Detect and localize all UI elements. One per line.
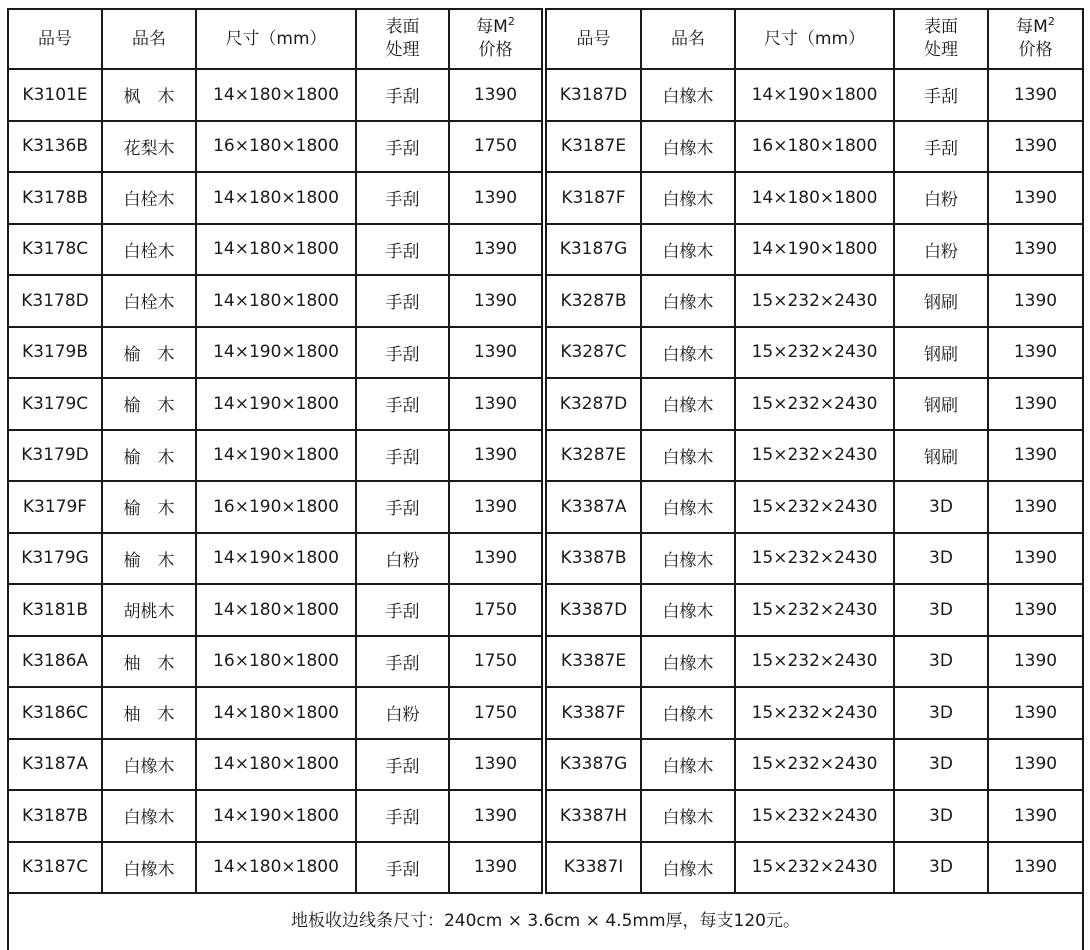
cell-size: 14×180×1800 [196,842,356,894]
cell-code: K3187F [544,172,641,224]
cell-code: K3287E [544,430,641,482]
cell-price: 1390 [449,739,544,791]
table-row [8,533,1083,585]
cell-price: 1390 [449,69,544,121]
cell-name: 白橡木 [641,224,735,276]
cell-price: 1390 [988,739,1083,791]
cell-code: K3187D [544,69,641,121]
header-finish-line2: 处理 [385,40,420,60]
cell-finish: 手刮 [894,121,988,173]
cell-finish: 手刮 [356,275,449,327]
cell-code: K3387A [544,481,641,533]
cell-name: 柚 木 [102,687,196,739]
cell-name: 白橡木 [641,533,735,585]
cell-price: 1390 [449,533,544,585]
cell-finish: 手刮 [356,121,449,173]
cell-finish: 手刮 [356,327,449,379]
cell-size: 14×180×1800 [196,69,356,121]
cell-size: 15×232×2430 [735,584,894,636]
cell-size: 14×180×1800 [196,275,356,327]
cell-size: 15×232×2430 [735,842,894,894]
cell-finish: 手刮 [356,172,449,224]
table-row [8,430,1083,482]
table-row [8,275,1083,327]
cell-code: K3387H [544,790,641,842]
cell-finish: 手刮 [356,69,449,121]
cell-price: 1390 [449,224,544,276]
cell-name: 白橡木 [102,842,196,894]
cell-code: K3101E [8,69,102,121]
header-price-line1: 每M [476,17,508,37]
cell-size: 14×190×1800 [196,327,356,379]
cell-finish: 3D [894,790,988,842]
header-size-right: 尺寸（mm） [735,9,894,69]
cell-name: 白橡木 [102,739,196,791]
cell-finish: 白粉 [894,224,988,276]
cell-size: 16×190×1800 [196,481,356,533]
cell-name: 白橡木 [641,69,735,121]
cell-size: 14×180×1800 [735,172,894,224]
cell-size: 16×180×1800 [196,636,356,688]
table-row [8,790,1083,842]
cell-price: 1390 [988,481,1083,533]
cell-finish: 钢刷 [894,430,988,482]
cell-price: 1390 [988,790,1083,842]
cell-code: K3179G [8,533,102,585]
cell-size: 15×232×2430 [735,327,894,379]
cell-code: K3186A [8,636,102,688]
header-size-left: 尺寸（mm） [196,9,356,69]
cell-finish: 手刮 [356,224,449,276]
cell-finish: 3D [894,481,988,533]
cell-code: K3179F [8,481,102,533]
header-name-left: 品名 [102,9,196,69]
table-row [8,172,1083,224]
cell-size: 14×190×1800 [735,224,894,276]
cell-price: 1750 [449,121,544,173]
cell-name: 白栓木 [102,275,196,327]
cell-price: 1390 [449,430,544,482]
header-price-sup: 2 [507,15,515,28]
cell-price: 1390 [988,430,1083,482]
cell-price: 1390 [988,172,1083,224]
cell-price: 1390 [449,378,544,430]
cell-finish: 手刮 [894,69,988,121]
cell-code: K3187G [544,224,641,276]
header-price-line1: 每M [1016,17,1048,37]
header-price-left [449,9,544,69]
table-body [8,69,1083,893]
cell-name: 榆 木 [102,481,196,533]
cell-finish: 手刮 [356,430,449,482]
cell-price: 1390 [449,172,544,224]
cell-size: 15×232×2430 [735,790,894,842]
cell-price: 1390 [988,121,1083,173]
cell-name: 白橡木 [641,430,735,482]
cell-code: K3187A [8,739,102,791]
cell-name: 柚 木 [102,636,196,688]
cell-code: K3387B [544,533,641,585]
cell-price: 1390 [988,378,1083,430]
cell-finish: 手刮 [356,584,449,636]
cell-name: 白橡木 [641,275,735,327]
cell-size: 14×180×1800 [196,584,356,636]
cell-name: 白栓木 [102,224,196,276]
cell-size: 14×190×1800 [735,69,894,121]
cell-name: 花梨木 [102,121,196,173]
cell-price: 1390 [449,327,544,379]
cell-name: 白橡木 [641,584,735,636]
cell-price: 1750 [449,687,544,739]
cell-finish: 手刮 [356,790,449,842]
cell-code: K3387E [544,636,641,688]
cell-size: 14×180×1800 [196,687,356,739]
cell-name: 白橡木 [641,121,735,173]
table-row [8,842,1083,894]
header-finish-left [356,9,449,69]
table-row [8,481,1083,533]
cell-finish: 3D [894,687,988,739]
cell-code: K3187B [8,790,102,842]
cell-size: 14×180×1800 [196,172,356,224]
table-row [8,687,1083,739]
cell-finish: 钢刷 [894,275,988,327]
cell-code: K3387I [544,842,641,894]
cell-finish: 3D [894,636,988,688]
cell-code: K3181B [8,584,102,636]
cell-code: K3287B [544,275,641,327]
cell-price: 1390 [449,481,544,533]
price-table [7,8,1084,950]
cell-code: K3178B [8,172,102,224]
table-row [8,327,1083,379]
table-row [8,636,1083,688]
cell-name: 榆 木 [102,327,196,379]
cell-size: 14×190×1800 [196,790,356,842]
cell-finish: 手刮 [356,378,449,430]
cell-price: 1390 [988,275,1083,327]
cell-name: 白橡木 [641,687,735,739]
cell-finish: 3D [894,842,988,894]
cell-size: 14×190×1800 [196,378,356,430]
cell-finish: 白粉 [356,687,449,739]
cell-finish: 手刮 [356,739,449,791]
header-price-line2: 价格 [478,40,513,60]
cell-name: 白橡木 [641,790,735,842]
cell-finish: 钢刷 [894,378,988,430]
header-code-right: 品号 [544,9,641,69]
footer-row [8,893,1083,950]
cell-code: K3187E [544,121,641,173]
cell-code: K3179D [8,430,102,482]
header-finish-line1: 表面 [385,17,420,37]
cell-size: 15×232×2430 [735,687,894,739]
header-finish-line2: 处理 [924,40,958,60]
cell-name: 白橡木 [102,790,196,842]
cell-finish: 3D [894,739,988,791]
cell-finish: 白粉 [894,172,988,224]
cell-name: 白栓木 [102,172,196,224]
cell-price: 1750 [449,636,544,688]
cell-name: 白橡木 [641,378,735,430]
cell-name: 白橡木 [641,172,735,224]
cell-size: 15×232×2430 [735,636,894,688]
header-price-line2: 价格 [1018,40,1053,60]
cell-name: 枫 木 [102,69,196,121]
cell-finish: 手刮 [356,842,449,894]
cell-price: 1390 [988,69,1083,121]
cell-finish: 手刮 [356,636,449,688]
cell-code: K3186C [8,687,102,739]
cell-price: 1390 [449,790,544,842]
cell-size: 14×190×1800 [196,430,356,482]
cell-finish: 3D [894,584,988,636]
cell-price: 1390 [988,842,1083,894]
header-finish-line1: 表面 [924,17,958,37]
cell-size: 14×180×1800 [196,224,356,276]
table-row [8,378,1083,430]
table-row [8,739,1083,791]
cell-size: 16×180×1800 [196,121,356,173]
cell-code: K3178C [8,224,102,276]
cell-code: K3287D [544,378,641,430]
cell-name: 胡桃木 [102,584,196,636]
cell-price: 1390 [988,224,1083,276]
cell-name: 白橡木 [641,636,735,688]
cell-code: K3187C [8,842,102,894]
cell-code: K3387G [544,739,641,791]
header-row [8,9,1083,69]
cell-code: K3179B [8,327,102,379]
cell-size: 16×180×1800 [735,121,894,173]
cell-price: 1390 [988,687,1083,739]
header-finish-right [894,9,988,69]
cell-finish: 白粉 [356,533,449,585]
cell-size: 15×232×2430 [735,275,894,327]
cell-code: K3287C [544,327,641,379]
header-name-right: 品名 [641,9,735,69]
table-row [8,121,1083,173]
cell-price: 1390 [988,327,1083,379]
cell-price: 1750 [449,584,544,636]
cell-size: 15×232×2430 [735,378,894,430]
footer-note: 地板收边线条尺寸：240cm × 3.6cm × 4.5mm厚，每支120元。 [8,893,1083,950]
header-code-left: 品号 [8,9,102,69]
cell-code: K3179C [8,378,102,430]
cell-finish: 钢刷 [894,327,988,379]
cell-size: 14×180×1800 [196,739,356,791]
cell-size: 15×232×2430 [735,430,894,482]
cell-name: 榆 木 [102,378,196,430]
cell-code: K3136B [8,121,102,173]
table-row [8,224,1083,276]
cell-finish: 3D [894,533,988,585]
cell-size: 15×232×2430 [735,481,894,533]
cell-name: 白橡木 [641,327,735,379]
cell-price: 1390 [988,636,1083,688]
header-price-right [988,9,1083,69]
cell-price: 1390 [988,584,1083,636]
table-row [8,69,1083,121]
cell-price: 1390 [988,533,1083,585]
cell-name: 白橡木 [641,481,735,533]
cell-code: K3178D [8,275,102,327]
table-row [8,584,1083,636]
cell-name: 白橡木 [641,842,735,894]
cell-price: 1390 [449,842,544,894]
cell-code: K3387F [544,687,641,739]
cell-name: 榆 木 [102,430,196,482]
cell-name: 白橡木 [641,739,735,791]
cell-price: 1390 [449,275,544,327]
cell-size: 14×190×1800 [196,533,356,585]
cell-code: K3387D [544,584,641,636]
cell-finish: 手刮 [356,481,449,533]
cell-name: 榆 木 [102,533,196,585]
header-price-sup: 2 [1047,15,1055,28]
cell-size: 15×232×2430 [735,739,894,791]
cell-size: 15×232×2430 [735,533,894,585]
